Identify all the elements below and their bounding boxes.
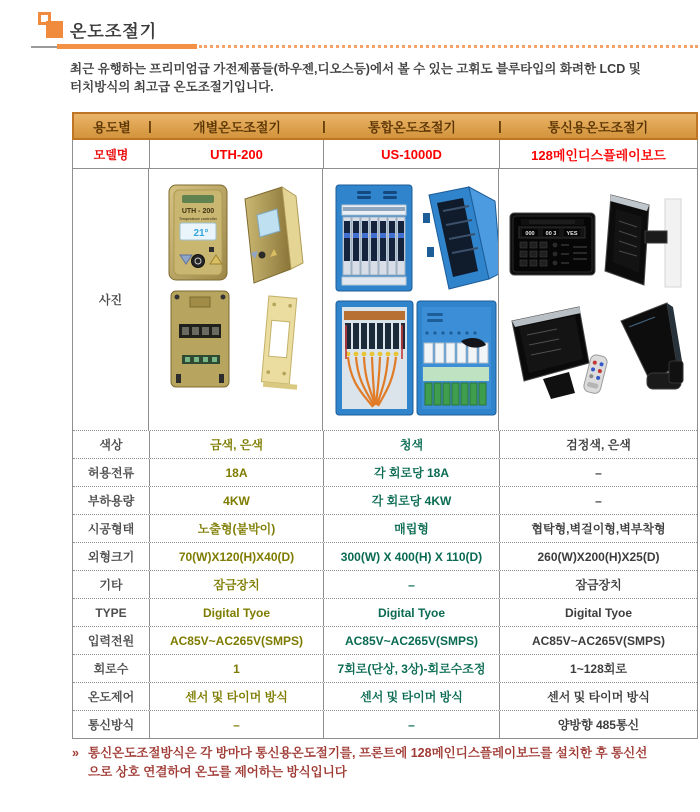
spec-value: 협탁형,벽걸이형,벽부착형 bbox=[499, 515, 697, 542]
spec-value: 7회로(단상, 3상)-회로수조정 bbox=[323, 655, 499, 682]
spec-value: 노출형(붙박이) bbox=[149, 515, 323, 542]
footnote-line1: 통신온도조절방식은 각 방마다 통신용온도절기를, 프론트에 128메인디스플레이보드를 설치한 후 통신선 bbox=[88, 746, 648, 760]
svg-text:000: 000 bbox=[525, 230, 535, 237]
spec-value: 검정색, 은색 bbox=[499, 431, 697, 458]
spec-row-temp-control bbox=[73, 682, 697, 710]
display-side-photo bbox=[621, 303, 683, 389]
header-integrated: | 통합온도조절기 bbox=[322, 118, 456, 135]
svg-text:Temperature controller: Temperature controller bbox=[178, 216, 218, 221]
svg-text:21°: 21° bbox=[193, 227, 209, 239]
spec-row-install bbox=[73, 514, 697, 542]
svg-text:00 3: 00 3 bbox=[545, 230, 557, 237]
model-row-label: 모델명 bbox=[93, 147, 129, 162]
spec-label: 통신방식 bbox=[87, 718, 135, 732]
spec-row-load bbox=[73, 486, 697, 514]
spec-value: AC85V~AC265V(SMPS) bbox=[499, 627, 697, 654]
model-128board: 128메인디스플레이보드 bbox=[499, 140, 697, 168]
spec-label: 시공형태 bbox=[87, 522, 135, 536]
page-title: 온도조절기 bbox=[70, 22, 158, 41]
title-rule-gray bbox=[31, 46, 57, 48]
uth200-bracket-photo bbox=[261, 295, 305, 389]
spec-value: Digital Tyoe bbox=[323, 599, 499, 626]
model-row bbox=[73, 140, 697, 168]
spec-comparison-table bbox=[72, 112, 698, 739]
spec-value: – bbox=[499, 459, 697, 486]
display-deskstand-photo bbox=[512, 307, 608, 399]
us1000d-photo-svg bbox=[323, 169, 498, 431]
spec-value: 청색 bbox=[323, 431, 499, 458]
spec-label: 색상 bbox=[99, 438, 123, 452]
spec-value: 잠금장치 bbox=[499, 571, 697, 598]
footnote-line2: 으로 상호 연결하여 온도를 제어하는 방식입니다 bbox=[88, 765, 347, 780]
intro-description-line2: 터치방식의 최고급 온도조절기입니다. bbox=[70, 80, 274, 95]
spec-value: – bbox=[323, 711, 499, 738]
spec-row-color bbox=[73, 430, 697, 458]
spec-value: 각 회로당 18A bbox=[323, 459, 499, 486]
us1000d-wiring-photo bbox=[336, 301, 413, 415]
table-header-row bbox=[72, 112, 698, 140]
spec-value: AC85V~AC265V(SMPS) bbox=[149, 627, 323, 654]
spec-value: 금색, 은색 bbox=[149, 431, 323, 458]
display-board-photo-svg bbox=[499, 169, 697, 431]
photo-row bbox=[73, 168, 697, 430]
spec-label: 외형크기 bbox=[87, 550, 135, 564]
spec-label: 허용전류 bbox=[87, 466, 135, 480]
spec-row-type bbox=[73, 598, 697, 626]
spec-value: – bbox=[149, 711, 323, 738]
spec-label: 기타 bbox=[99, 578, 123, 592]
spec-value: 70(W)X120(H)X40(D) bbox=[149, 543, 323, 570]
us1000d-open-angle-photo bbox=[423, 187, 498, 289]
uth200-photo-svg bbox=[149, 169, 322, 431]
spec-row-circuits bbox=[73, 654, 697, 682]
title-rule-orange bbox=[57, 44, 197, 49]
spec-value: 매립형 bbox=[323, 515, 499, 542]
us1000d-pcb-photo bbox=[417, 301, 496, 415]
spec-value: 센서 및 타이머 방식 bbox=[323, 683, 499, 710]
spec-value: Digital Tyoe bbox=[149, 599, 323, 626]
title-rule-dotted bbox=[199, 45, 698, 48]
spec-label: TYPE bbox=[95, 605, 127, 620]
spec-value: 센서 및 타이머 방식 bbox=[149, 683, 323, 710]
spec-row-communication bbox=[73, 710, 697, 738]
title-square-solid-icon bbox=[46, 21, 63, 38]
spec-row-etc bbox=[73, 570, 697, 598]
svg-text:YES: YES bbox=[566, 230, 578, 237]
svg-text:UTH - 200: UTH - 200 bbox=[181, 207, 215, 215]
spec-value: 양방향 485통신 bbox=[499, 711, 697, 738]
uth200-angle-photo bbox=[245, 187, 303, 283]
spec-value: 1 bbox=[149, 655, 323, 682]
photo-row-label: 사진 bbox=[98, 293, 123, 307]
display-board-product-photos bbox=[498, 169, 697, 430]
display-wallmount-photo bbox=[605, 195, 681, 287]
spec-row-size bbox=[73, 542, 697, 570]
spec-value: 260(W)X200(H)X25(D) bbox=[499, 543, 697, 570]
uth200-back-photo bbox=[171, 291, 229, 387]
intro-description-line1: 최근 유행하는 프리미엄급 가전제품들(하우젠,디오스등)에서 볼 수 있는 고휘도 블루타입의 화려한 LCD 및 bbox=[70, 62, 641, 76]
header-separator: | bbox=[322, 118, 326, 134]
spec-label: 회로수 bbox=[93, 662, 129, 676]
spec-value: – bbox=[323, 571, 499, 598]
spec-value: 18A bbox=[149, 459, 323, 486]
model-uth200: UTH-200 bbox=[149, 140, 323, 168]
us1000d-front-photo bbox=[336, 185, 412, 291]
table-body bbox=[72, 140, 698, 739]
spec-label: 부하용량 bbox=[87, 494, 135, 508]
spec-row-power bbox=[73, 626, 697, 654]
display-front-photo bbox=[510, 213, 595, 275]
header-separator: | bbox=[498, 118, 502, 134]
uth200-front-photo bbox=[169, 185, 227, 280]
footnote bbox=[72, 744, 692, 783]
header-individual: | 개별온도조절기 bbox=[148, 118, 281, 135]
spec-value: AC85V~AC265V(SMPS) bbox=[323, 627, 499, 654]
spec-value: 잠금장치 bbox=[149, 571, 323, 598]
model-us1000d: US-1000D bbox=[323, 140, 499, 168]
spec-value: 센서 및 타이머 방식 bbox=[499, 683, 697, 710]
footnote-text bbox=[88, 744, 647, 783]
spec-value: 300(W) X 400(H) X 110(D) bbox=[323, 543, 499, 570]
header-communication: | 통신용온도조절기 bbox=[498, 118, 649, 135]
spec-row-current bbox=[73, 458, 697, 486]
spec-value: 1~128회로 bbox=[499, 655, 697, 682]
spec-label: 입력전원 bbox=[87, 634, 135, 648]
spec-value: Digital Tyoe bbox=[499, 599, 697, 626]
header-separator: | bbox=[148, 118, 152, 134]
footnote-marker: » bbox=[72, 746, 79, 760]
spec-value: – bbox=[499, 487, 697, 514]
spec-value: 4KW bbox=[149, 487, 323, 514]
spec-value: 각 회로당 4KW bbox=[323, 487, 499, 514]
header-usage-type: 용도별 bbox=[93, 119, 131, 135]
spec-label: 온도제어 bbox=[87, 690, 135, 704]
intro-description bbox=[70, 60, 670, 96]
uth200-product-photos bbox=[148, 169, 322, 430]
us1000d-product-photos bbox=[322, 169, 498, 430]
